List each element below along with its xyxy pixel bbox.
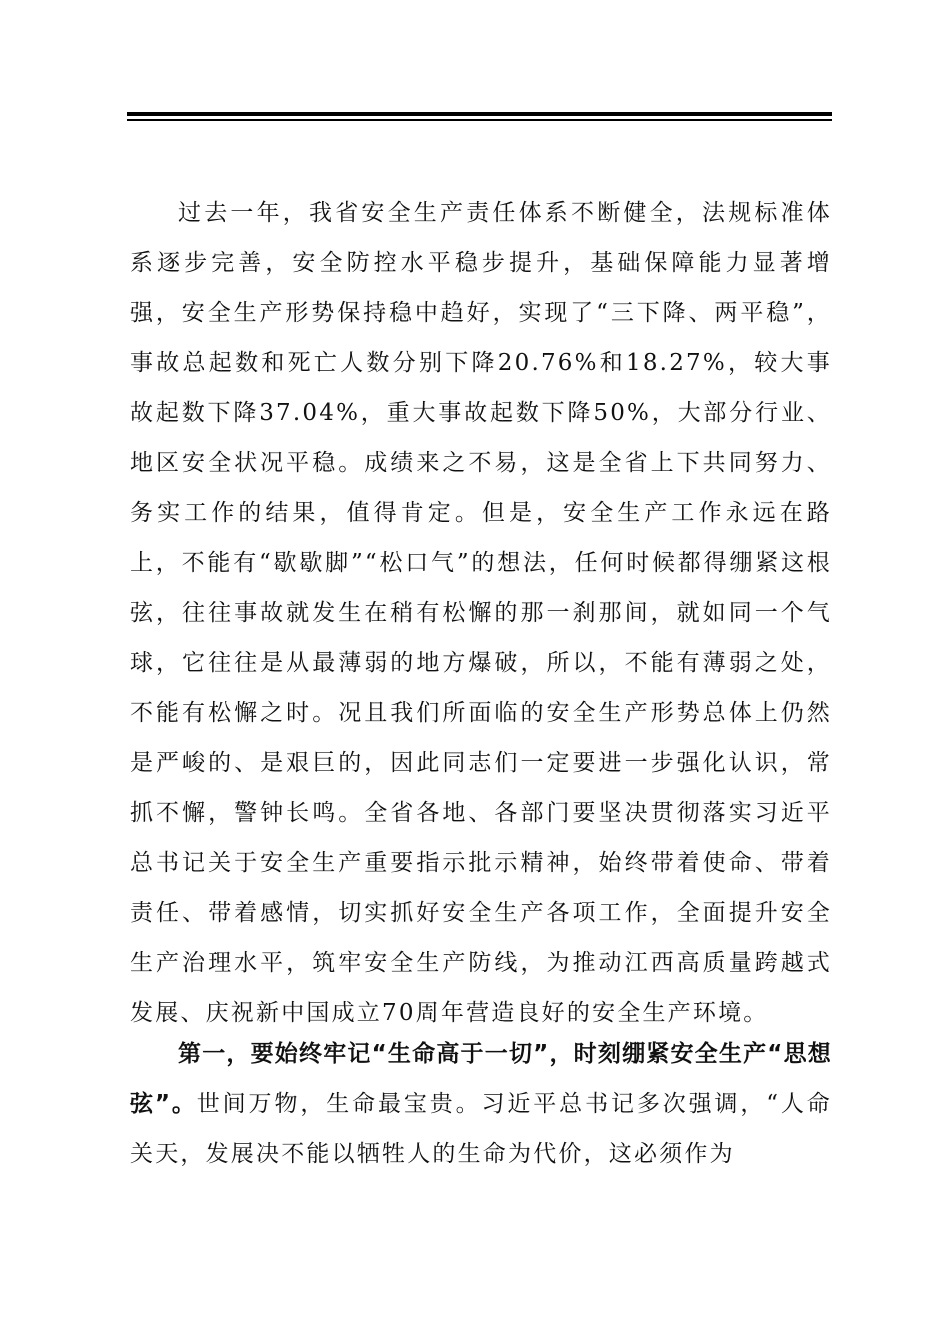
section-text-first: 世间万物，生命最宝贵。习近平总书记多次强调，“人命关天，发展决不能以牺牲人的生命为代价，这必须作为 <box>130 1091 832 1167</box>
section-heading-first: 第一，要始终牢记“生命高于一切”，时刻绷紧安全生产“思想弦”。 <box>130 1041 832 1117</box>
body-paragraph-1: 过去一年，我省安全生产责任体系不断健全，法规标准体系逐步完善，安全防控水平稳步提升，基础保障能力显著增强，安全生产形势保持稳中趋好，实现了“三下降、两平稳”，事故总起数和死亡人数分别下降20.76%和18.27%，较大事故起数下降37.04%，重大事故起数下降50%，大部分行业、地区安全状况平稳。成绩来之不易，这是全省上下共同努力、务实工作的结果，值得肯定。但是，安全生产工作永远在路上，不能有“歇歇脚”“松口气”的想法，任何时候都得绷紧这根弦，往往事故就发生在稍有松懈的那一刹那间，就如同一个气球，它往往是从最薄弱的地方爆破，所以，不能有薄弱之处，不能有松懈之时。况且我们所面临的安全生产形势总体上仍然是严峻的、是艰巨的，因此同志们一定要进一步强化认识，常抓不懈，警钟长鸣。全省各地、各部门要坚决贯彻落实习近平总书记关于安全生产重要指示批示精神，始终带着使命、带着责任、带着感情，切实抓好安全生产各项工作，全面提升安全生产治理水平，筑牢安全生产防线，为推动江西高质量跨越式发展、庆祝新中国成立70周年营造良好的安全生产环境。 <box>130 200 832 1026</box>
body-paragraph-2 <box>130 1029 832 1179</box>
header-rule-thin <box>127 119 832 121</box>
header-rule-thick <box>127 112 832 116</box>
